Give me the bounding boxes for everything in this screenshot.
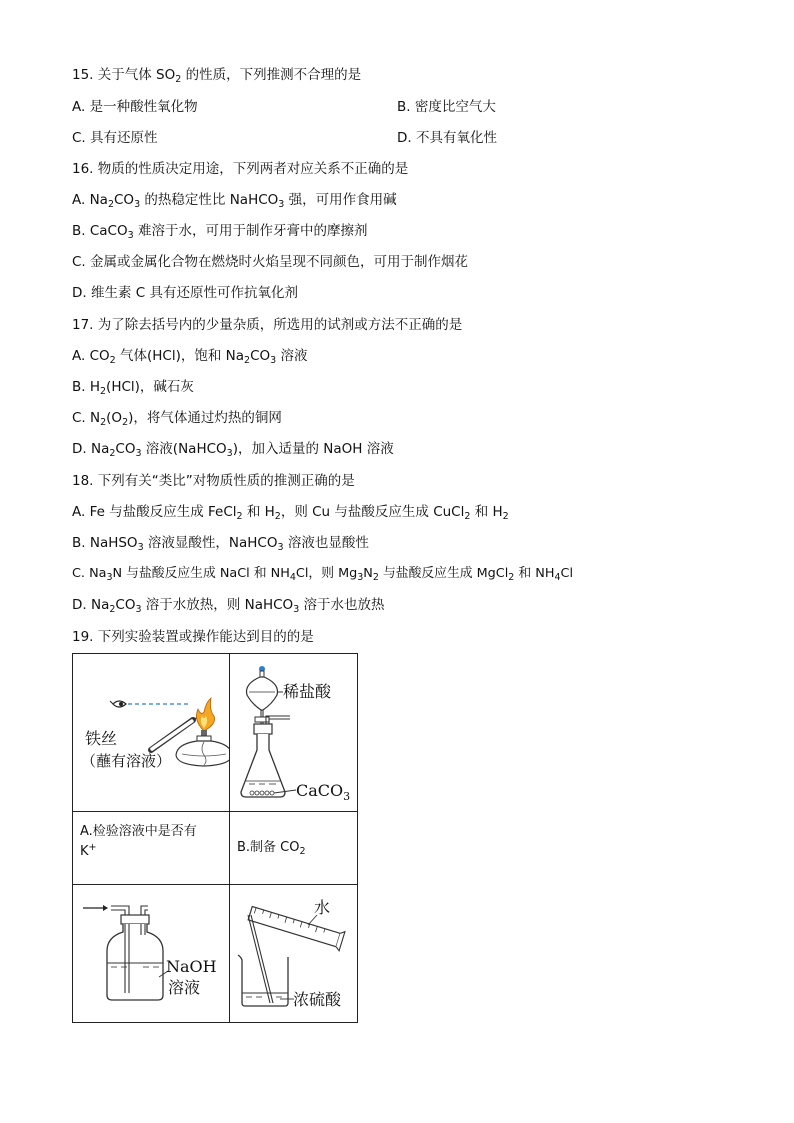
q18-option-b: B. NaHSO$_3$ 溶液显酸性，NaHCO$_3$ 溶液也显酸性 [72,535,369,553]
q19-options-table [72,653,358,1023]
q17-option-a: A. $CO_2$ 气体(HCl)，饱和 $Na_2CO_3$ 溶液 [72,348,308,366]
naoh-label: NaOH [166,957,217,976]
q19-stem: 19. 下列实验装置或操作能达到目的的是 [72,629,314,645]
cell-a-figure [73,654,230,812]
q16-option-d: D. 维生素 C 具有还原性可作抗氧化剂 [72,285,298,301]
wire-label: 铁丝 [85,729,118,748]
option-a-caption: A.检验溶液中是否有 K+ [80,824,197,859]
q16-option-c: C. 金属或金属化合物在燃烧时火焰呈现不同颜色，可用于制作烟花 [72,254,469,270]
q18-option-d: D. $Na_2CO_3$ 溶于水放热，则 NaHCO$_3$ 溶于水也放热 [72,597,385,615]
water-label: 水 [314,898,331,917]
q17-option-d: D. $Na_2CO_3$ 溶液(NaHCO$_3$)，加入适量的 NaOH 溶液 [72,441,394,459]
q15-option-c: C. 具有还原性 [72,130,158,146]
q17-stem: 17. 为了除去括号内的少量杂质，所选用的试剂或方法不正确的是 [72,317,463,333]
alcohol-lamp-icon [176,736,229,766]
q16-option-b: B. CaCO$_3$ 难溶于水，可用于制作牙膏中的摩擦剂 [72,223,368,241]
conical-flask-icon [241,734,285,797]
gas-bottle-icon [107,924,163,1000]
q15-option-b: B. 密度比空气大 [397,99,496,115]
dilute-hcl-label: 稀盐酸 [283,682,332,701]
q17-option-c: C. $N_2(O_2)$，将气体通过灼热的铜网 [72,410,282,428]
cell-b-caption [230,812,358,885]
cell-c-figure [73,885,230,1023]
q15-stem: 15. 关于气体 $SO_2$ 的性质，下列推测不合理的是 [72,67,362,85]
q15-option-a: A. 是一种酸性氧化物 [72,99,198,115]
wire-note-label: （蘸有溶液） [81,752,172,770]
flame-icon [196,698,214,731]
q18-option-a: A. Fe 与盐酸反应生成 FeCl$_2$ 和 $H_2$，则 Cu 与盐酸反应生成 CuCl$_2$ 和 $H_2$ [72,504,509,522]
q18-option-c: C. $Na_3N$ 与盐酸反应生成 NaCl 和 $NH_4Cl$，则 $Mg_3N_2$ 与盐酸反应生成 MgCl$_2$ 和 $NH_4Cl$ [72,566,574,583]
co2-generator-figure [230,654,357,811]
q18-stem: 18. 下列有关“类比”对物质性质的推测正确的是 [72,473,355,489]
q16-option-a: A. $Na_2CO_3$ 的热稳定性比 NaHCO$_3$ 强，可用作食用碱 [72,192,397,210]
acid-dilution-figure [230,885,357,1022]
flame-test-figure [73,654,229,811]
arrow-right-icon [83,905,108,911]
q16-stem: 16. 物质的性质决定用途，下列两者对应关系不正确的是 [72,161,409,177]
conc-sulfuric-label: 浓硫酸 [293,990,342,1009]
caco3-label: CaCO$_3$ [296,781,351,803]
gas-washing-bottle-figure [73,885,229,1022]
eye-icon [110,701,126,707]
q17-option-b: B. $H_2(HCl)$，碱石灰 [72,379,194,397]
q15-option-d: D. 不具有氧化性 [397,130,497,146]
graduated-cylinder-icon [247,904,345,951]
cell-a-caption [73,812,230,885]
cell-b-figure [230,654,358,812]
cell-d-figure [230,885,358,1023]
option-b-caption: B.制备 $CO_2$ [237,840,306,857]
solution-label: 溶液 [168,978,201,997]
